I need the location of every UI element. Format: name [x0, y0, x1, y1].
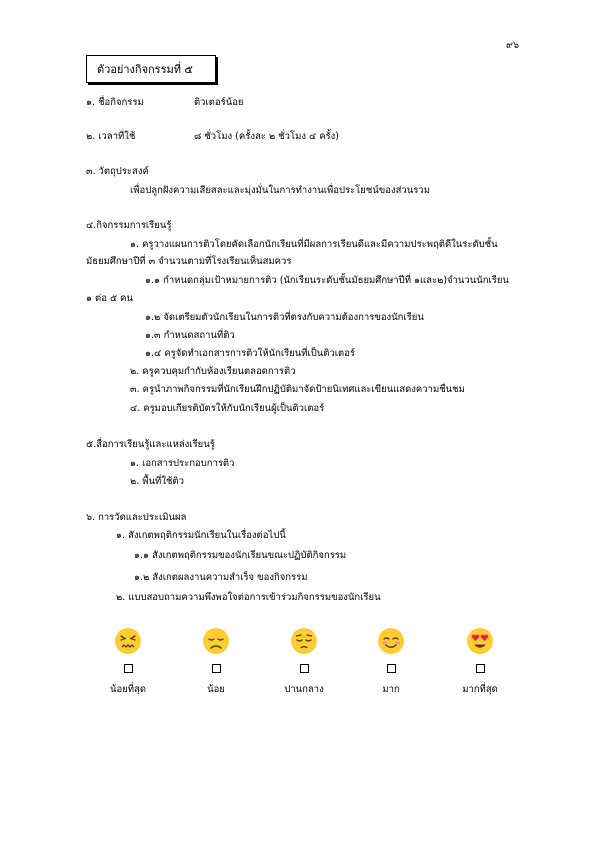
rating-label-1: น้อยที่สุด	[110, 684, 146, 695]
rating-label-5: มากที่สุด	[462, 684, 498, 695]
confounded-face-icon	[114, 627, 142, 655]
rating-checkbox-5[interactable]	[476, 664, 485, 673]
page-number: ๙๖	[506, 40, 519, 51]
section-4-item-1-3: ๑.๓ กำหนดสถานที่ติว	[145, 330, 235, 341]
section-3-label: ๓. วัตถุประสงค์	[86, 166, 149, 177]
section-4-item-1-4: ๑.๔ ครูจัดทำเอกสารการติวให้นักเรียนที่เป็นติวเตอร์	[145, 348, 356, 359]
section-3-text: เพื่อปลูกฝังความเสียสละและมุ่งมั่นในการทำงานเพื่อประโยชน์ของส่วนรวม	[130, 185, 430, 196]
rating-checkbox-3[interactable]	[300, 664, 309, 673]
rating-checkbox-1[interactable]	[124, 664, 133, 673]
section-6-item-1-1: ๑.๑ สังเกตพฤติกรรมของนักเรียนขณะปฏิบัติกิจกรรม	[134, 550, 347, 561]
section-4-item-1-line-2: มัธยมศึกษาปีที่ ๓ จำนวนตามที่โรงเรียนเห็นสมควร	[86, 256, 292, 267]
section-1-label: ๑. ชื่อกิจกรรม	[86, 97, 144, 108]
activity-title-box	[86, 55, 216, 83]
heart-eyes-face-icon	[466, 627, 494, 655]
section-6-item-1-2: ๑.๒ สังเกตผลงานความสำเร็จ ของกิจกรรม	[134, 572, 308, 583]
rating-checkbox-2[interactable]	[212, 664, 221, 673]
rating-label-2: น้อย	[207, 684, 225, 695]
section-5-item-1: ๑. เอกสารประกอบการติว	[130, 458, 235, 469]
section-6-item-2: ๒. แบบสอบถามความพึงพอใจต่อการเข้าร่วมกิจกรรมของนักเรียน	[116, 592, 381, 603]
section-4-label: ๔.กิจกรรมการเรียนรู้	[86, 220, 172, 231]
rating-checkbox-4[interactable]	[387, 664, 396, 673]
section-2-label: ๒. เวลาที่ใช้	[86, 131, 136, 142]
rating-label-4: มาก	[382, 684, 400, 695]
section-4-item-3: ๓. ครูนำภาพกิจกรรมที่นักเรียนฝึกปฏิบัติมาจัดป้ายนิเทศและเขียนแสดงความชื่นชม	[130, 384, 465, 395]
section-5-label: ๕.สื่อการเรียนรู้และแหล่งเรียนรู้	[86, 439, 215, 450]
section-4-item-2: ๒. ครูควบคุมกำกับห้องเรียนตลอดการติว	[130, 366, 296, 377]
rating-label-3: ปานกลาง	[284, 684, 324, 695]
section-6-label: ๖. การวัดและประเมินผล	[86, 512, 187, 523]
section-6-item-1: ๑. สังเกตพฤติกรรมนักเรียนในเรื่องต่อไปนี้	[116, 530, 286, 541]
section-2-value: ๘ ชั่วโมง (ครั้งละ ๒ ชั่วโมง ๔ ครั้ง)	[194, 131, 340, 142]
section-4-item-1-1-line-2: ๑ ต่อ ๕ คน	[86, 293, 134, 304]
section-5-item-2: ๒. พื้นที่ใช้ติว	[130, 476, 184, 487]
section-1-value: ติวเตอร์น้อย	[194, 97, 244, 108]
smiling-face-icon	[377, 627, 405, 655]
section-4-item-1-line-1: ๑. ครูวางแผนการติวโดยคัดเลือกนักเรียนที่มีผลการเรียนดีและมีความประพฤติดีในระดับชั้น	[130, 239, 498, 250]
disappointed-face-icon	[202, 627, 230, 655]
activity-title: ตัวอย่างกิจกรรมที่ ๕	[97, 63, 193, 76]
pensive-face-icon	[290, 627, 318, 655]
section-4-item-1-2: ๑.๒ จัดเตรียมตัวนักเรียนในการติวที่ตรงกับความต้องการของนักเรียน	[145, 312, 424, 323]
section-4-item-4: ๔. ครูมอบเกียรติบัตรให้กับนักเรียนผู้เป็นติวเตอร์	[130, 403, 325, 414]
section-4-item-1-1-line-1: ๑.๑ กำหนดกลุ่มเป้าหมายการติว (นักเรียนระดับชั้นมัธยมศึกษาปีที่ ๑และ๒)จำนวนนักเรียน	[145, 275, 509, 286]
